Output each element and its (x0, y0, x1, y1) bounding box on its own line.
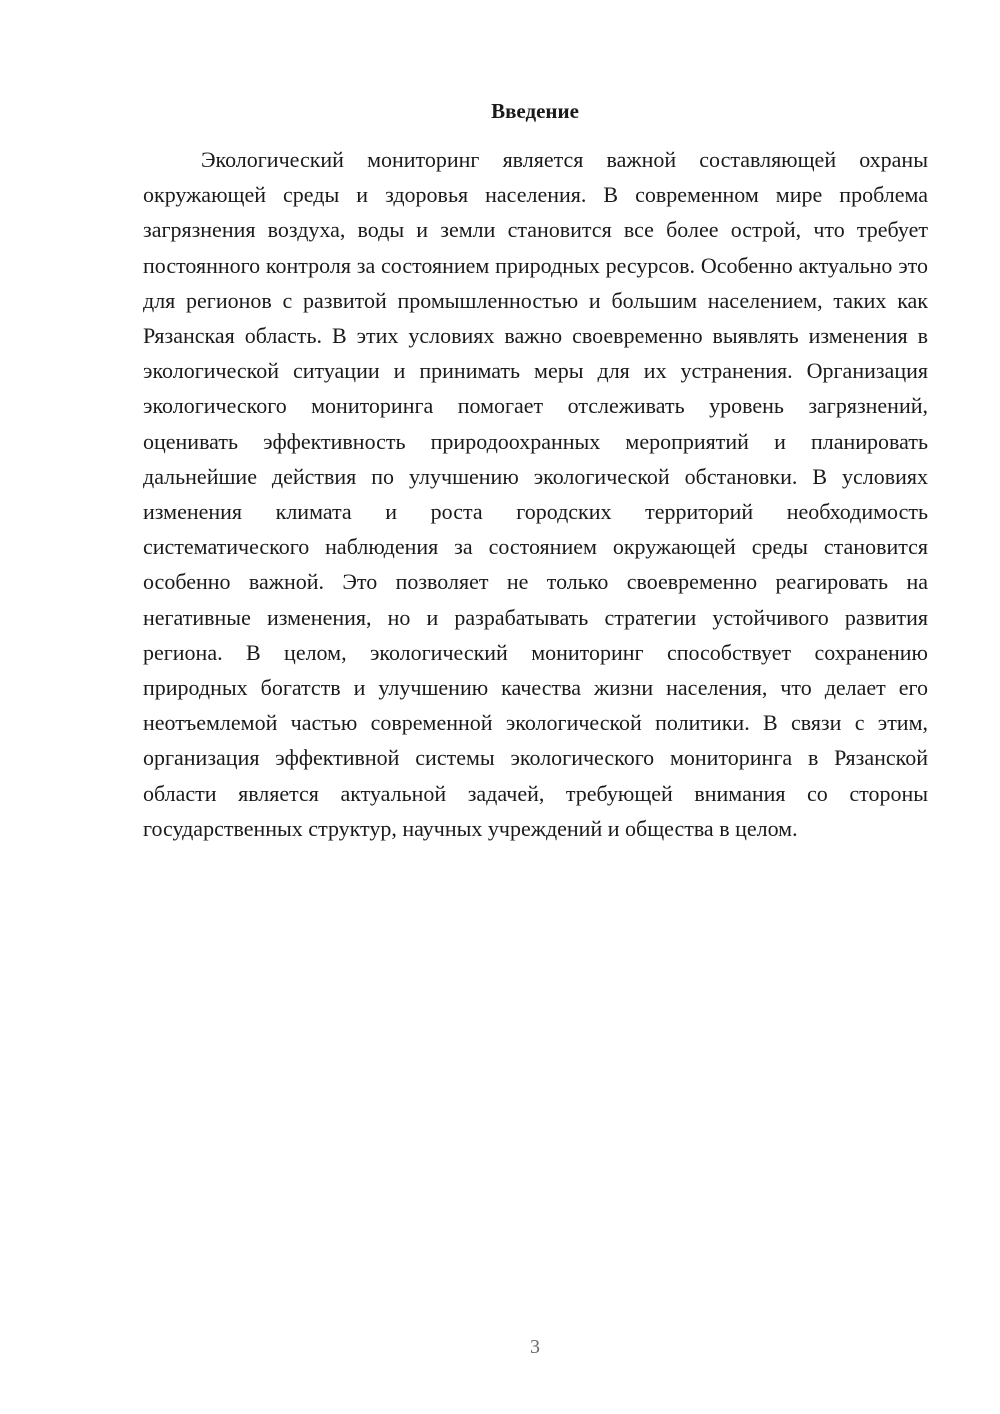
page-number: 3 (530, 1336, 540, 1358)
body-paragraph: Экологический мониторинг является важной составляющей охраны окружающей среды и здоровья населения. В современном мире проблема загрязнения воздуха, воды и земли становится все более острой, что требует постоянного контроля за состоянием природных ресурсов. Особенно актуально это для регионов с развитой промышленностью и большим населением, таких как Рязанская область. В этих условиях важно своевременно выявлять изменения в экологической ситуации и принимать меры для их устранения. Организация экологического мониторинга помогает отслеживать уровень загрязнений, оценивать эффективность природоохранных мероприятий и планировать дальнейшие действия по улучшению экологической обстановки. В условиях изменения климата и роста городских территорий необходимость систематического наблюдения за состоянием окружающей среды становится особенно важной. Это позволяет не только своевременно реагировать на негативные изменения, но и разрабатывать стратегии устойчивого развития региона. В целом, экологический мониторинг способствует сохранению природных богатств и улучшению качества жизни населения, что делает его неотъемлемой частью современной экологической политики. В связи с этим, организация эффективной системы экологического мониторинга в Рязанской области является актуальной задачей, требующей внимания со стороны государственных структур, научных учреждений и общества в целом. (143, 147, 928, 841)
section-heading: Введение (491, 99, 579, 123)
